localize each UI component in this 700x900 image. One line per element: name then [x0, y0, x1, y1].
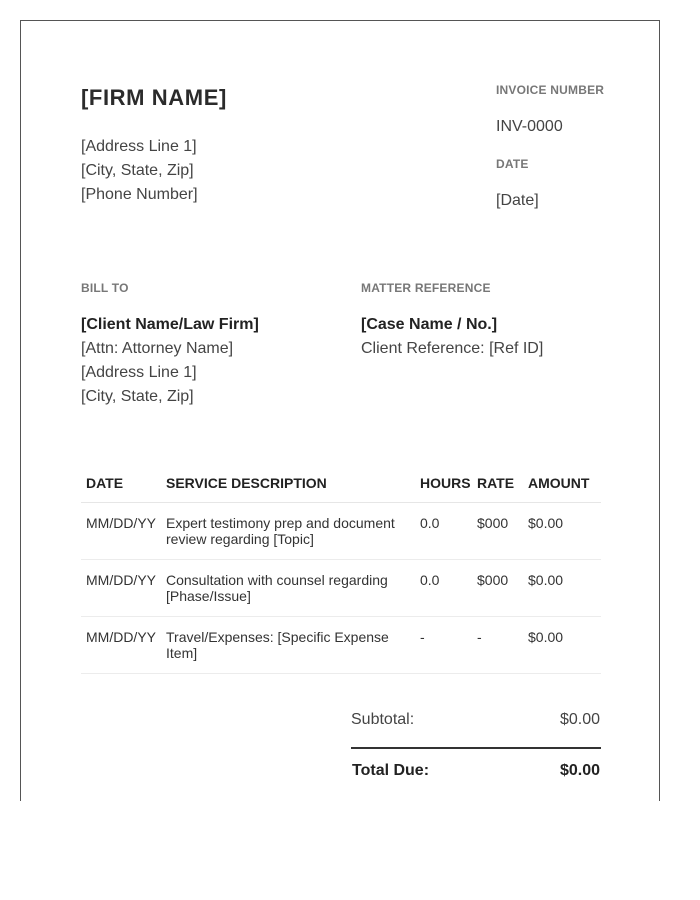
matter-case: [Case Name / No.] — [361, 316, 498, 333]
bill-to-block — [81, 313, 259, 409]
firm-name: [FIRM NAME] — [81, 85, 227, 110]
column-header-description: SERVICE DESCRIPTION — [161, 466, 415, 503]
row-rate: $000 — [472, 560, 523, 617]
table-row — [81, 560, 601, 617]
invoice-date: [Date] — [496, 192, 539, 209]
row-rate: $000 — [472, 503, 523, 560]
row-hours: - — [415, 617, 472, 674]
row-description: Travel/Expenses: [Specific Expense Item] — [161, 617, 415, 674]
matter-client-reference: Client Reference: [Ref ID] — [361, 340, 544, 357]
column-header-hours: HOURS — [415, 466, 472, 503]
total-due-value: $0.00 — [559, 762, 600, 779]
bill-to-attn: [Attn: Attorney Name] — [81, 340, 234, 357]
services-table — [81, 466, 601, 674]
row-hours: 0.0 — [415, 503, 472, 560]
row-hours: 0.0 — [415, 560, 472, 617]
table-row — [81, 503, 601, 560]
firm-address-block — [81, 135, 198, 207]
totals-divider — [351, 747, 601, 749]
column-header-amount: AMOUNT — [523, 466, 601, 503]
subtotal-value: $0.00 — [559, 711, 600, 728]
bill-to-label: BILL TO — [81, 281, 129, 295]
column-header-rate: RATE — [472, 466, 523, 503]
row-description: Expert testimony prep and document review regarding [Topic] — [161, 503, 415, 560]
matter-reference-block — [361, 313, 543, 361]
row-amount: $0.00 — [523, 617, 601, 674]
table-header-row — [81, 466, 601, 503]
invoice-number: INV-0000 — [496, 118, 563, 135]
matter-reference-label: MATTER REFERENCE — [361, 281, 491, 295]
firm-address-line: [Address Line 1] — [81, 138, 197, 155]
row-amount: $0.00 — [523, 560, 601, 617]
subtotal-label: Subtotal: — [351, 711, 415, 728]
firm-city-state-zip: [City, State, Zip] — [81, 162, 194, 179]
firm-phone: [Phone Number] — [81, 186, 198, 203]
invoice-page — [20, 20, 660, 801]
row-date: MM/DD/YY — [81, 617, 161, 674]
column-header-date: DATE — [81, 466, 161, 503]
bill-to-address-line: [Address Line 1] — [81, 364, 197, 381]
bill-to-city-state-zip: [City, State, Zip] — [81, 388, 194, 405]
row-date: MM/DD/YY — [81, 503, 161, 560]
row-description: Consultation with counsel regarding [Phase/Issue] — [161, 560, 415, 617]
row-rate: - — [472, 617, 523, 674]
bill-to-client: [Client Name/Law Firm] — [81, 316, 259, 333]
row-date: MM/DD/YY — [81, 560, 161, 617]
row-amount: $0.00 — [523, 503, 601, 560]
total-due-label: Total Due: — [352, 762, 430, 779]
table-row — [81, 617, 601, 674]
invoice-number-label: INVOICE NUMBER — [496, 83, 605, 97]
invoice-date-label: DATE — [496, 157, 529, 171]
